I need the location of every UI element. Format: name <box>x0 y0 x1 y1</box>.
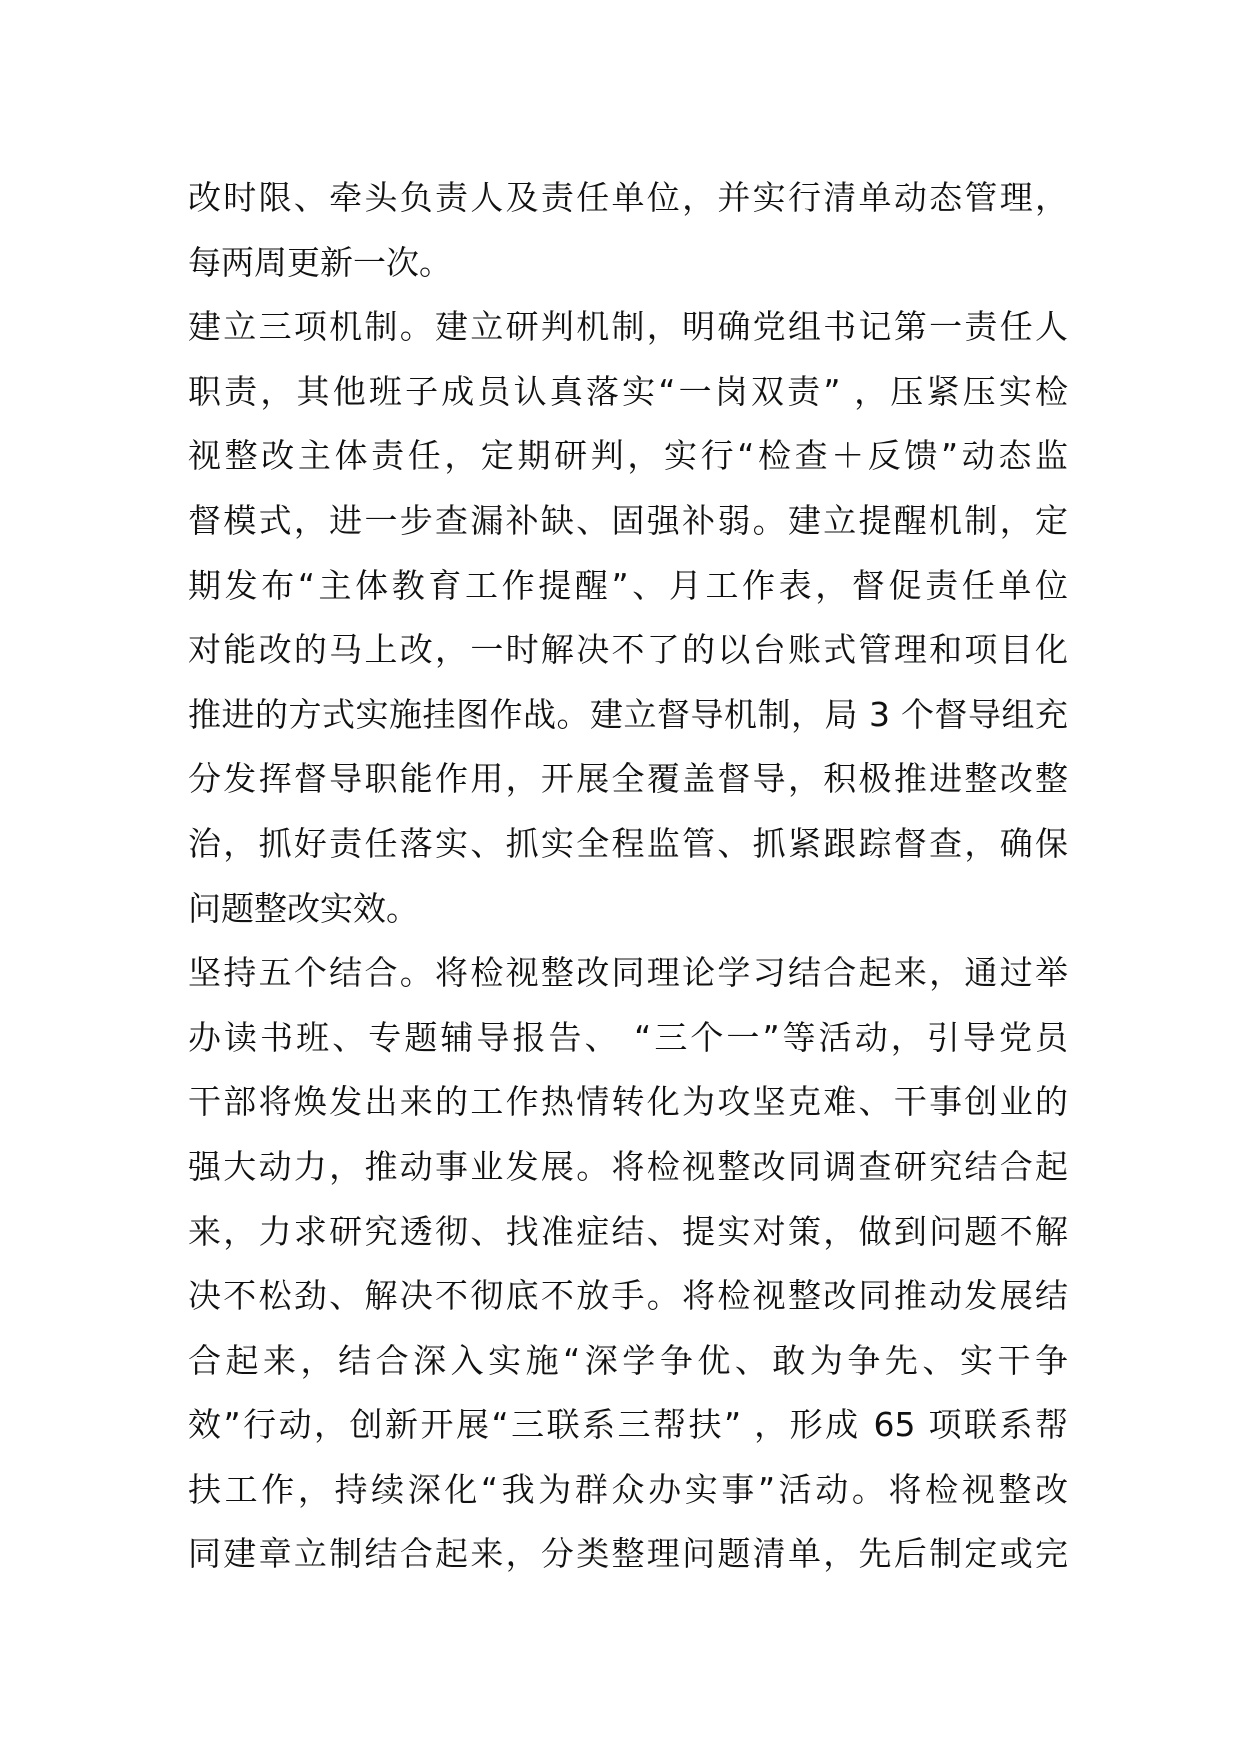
text-line: 推进的方式实施挂图作战。建立督导机制，局 3 个督导组充 <box>188 694 1068 734</box>
text-line: 期发布“主体教育工作提醒”、月工作表，督促责任单位 <box>188 565 1068 605</box>
text-line: 同建章立制结合起来，分类整理问题清单，先后制定或完 <box>188 1534 1068 1574</box>
text-line: 问题整改实效。 <box>188 888 419 928</box>
text-line: 扶工作，持续深化“我为群众办实事”活动。将检视整改 <box>188 1469 1068 1509</box>
text-line: 建立三项机制。建立研判机制，明确党组书记第一责任人 <box>188 307 1068 347</box>
text-line: 督模式，进一步查漏补缺、固强补弱。建立提醒机制，定 <box>188 500 1068 540</box>
text-line: 强大动力，推动事业发展。将检视整改同调查研究结合起 <box>188 1146 1068 1186</box>
text-line: 来，力求研究透彻、找准症结、提实对策，做到问题不解 <box>188 1211 1068 1251</box>
text-line: 对能改的马上改，一时解决不了的以台账式管理和项目化 <box>188 630 1068 670</box>
text-line: 办读书班、专题辅导报告、 “三个一”等活动，引导党员 <box>188 1017 1068 1057</box>
text-line: 改时限、牵头负责人及责任单位，并实行清单动态管理， <box>188 178 1068 217</box>
paragraph-rectification-list <box>188 166 1068 295</box>
text-line: 每两周更新一次。 <box>188 242 452 282</box>
document-body <box>188 166 1068 1587</box>
text-line: 干部将焕发出来的工作热情转化为攻坚克难、干事创业的 <box>188 1082 1068 1122</box>
paragraph-five-combinations <box>188 941 1068 1587</box>
text-line: 决不松劲、解决不彻底不放手。将检视整改同推动发展结 <box>188 1276 1068 1316</box>
paragraph-three-mechanisms <box>188 295 1068 941</box>
text-line: 合起来，结合深入实施“深学争优、敢为争先、实干争 <box>188 1340 1068 1380</box>
text-line: 分发挥督导职能作用，开展全覆盖督导，积极推进整改整 <box>188 759 1068 799</box>
text-line: 职责，其他班子成员认真落实“一岗双责” ，压紧压实检 <box>188 371 1068 411</box>
text-line: 视整改主体责任，定期研判，实行“检查＋反馈”动态监 <box>188 436 1068 476</box>
text-line: 坚持五个结合。将检视整改同理论学习结合起来，通过举 <box>188 953 1068 993</box>
text-line: 效”行动，创新开展“三联系三帮扶” ，形成 65 项联系帮 <box>188 1405 1068 1445</box>
text-line: 治，抓好责任落实、抓实全程监管、抓紧跟踪督查，确保 <box>188 823 1068 863</box>
